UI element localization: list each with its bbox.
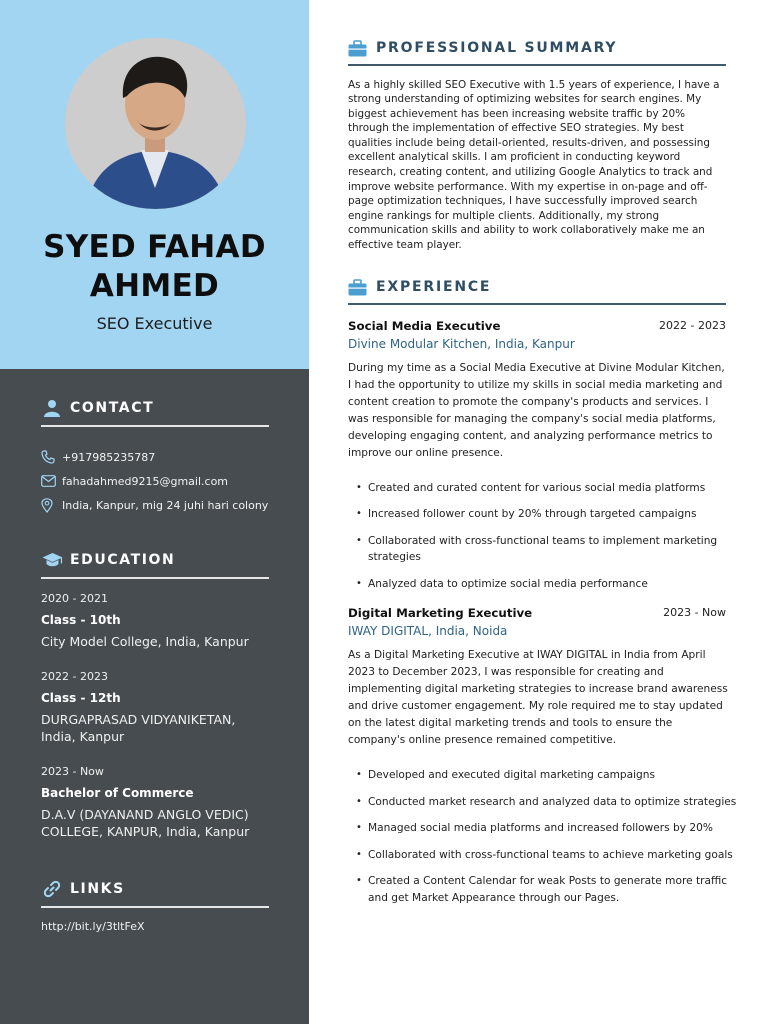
job-years: 2023 - Now — [663, 606, 726, 619]
divider — [348, 303, 726, 305]
profile-role: SEO Executive — [96, 314, 213, 333]
list-item: • Analyzed data to optimize social media performance — [348, 576, 740, 593]
contact-section — [41, 395, 269, 517]
summary-section — [348, 36, 740, 253]
phone-icon — [41, 450, 57, 464]
portfolio-link[interactable]: http://bit.ly/3tltFeX — [41, 920, 145, 933]
education-title: EDUCATION — [70, 552, 176, 568]
briefcase-icon — [348, 277, 368, 297]
experience-section — [348, 275, 740, 916]
education-item — [41, 592, 269, 650]
job-item — [348, 319, 740, 593]
education-item — [41, 670, 269, 745]
job-title: Digital Marketing Executive — [348, 606, 533, 620]
briefcase-icon — [348, 38, 368, 58]
job-company: Divine Modular Kitchen, India, Kanpur — [348, 336, 575, 351]
job-bullets — [348, 480, 740, 593]
contact-email[interactable] — [41, 469, 269, 493]
person-icon — [41, 397, 63, 419]
profile-name: SYED FAHAD AHMED — [43, 229, 266, 304]
education-degree: Class - 10th — [41, 613, 121, 627]
contact-phone[interactable] — [41, 445, 269, 469]
job-bullets — [348, 767, 740, 906]
job-years: 2022 - 2023 — [659, 318, 726, 332]
location-pin-icon — [41, 498, 57, 513]
contact-address — [41, 493, 269, 517]
list-item: • Collaborated with cross-functional teams to implement marketing strategies — [348, 533, 740, 566]
divider — [41, 906, 269, 908]
education-item — [41, 765, 269, 840]
job-description: During my time as a Social Media Executive at Divine Modular Kitchen, I had the opportunity to utilize my skills in social media marketing and content creation to promote the company's products and services. I was responsible for managing the company's social media platforms, developing engaging content, and analyzing performance metrics to improve our online presence. — [348, 361, 725, 459]
education-degree: Class - 12th — [41, 691, 121, 705]
education-degree: Bachelor of Commerce — [41, 786, 194, 800]
mail-icon — [41, 475, 57, 487]
summary-text: As a highly skilled SEO Executive with 1.5 years of experience, I have a strong understanding of optimizing websites for search engines. My biggest achievement has been increasing website traffic by 20% through the implementation of effective SEO strategies. My best qualities include being detail-oriented, results-driven, and possessing excellent analytical skills. I am proficient in conducting keyword research, creating content, and utilizing Google Analytics to track and improve website performance. With my expertise in on-page and off-page optimization techniques, I have successfully improved search engine rankings for multiple clients. Additionally, my strong communication skills and ability to work collaboratively make me an effective team player. — [348, 78, 720, 252]
education-years: 2020 - 2021 — [41, 592, 108, 605]
list-item: • Conducted market research and analyzed data to optimize strategies — [348, 794, 740, 811]
summary-title: PROFESSIONAL SUMMARY — [376, 40, 618, 56]
links-title: LINKS — [70, 881, 125, 897]
list-item: • Created and curated content for various social media platforms — [348, 480, 740, 497]
sidebar — [0, 0, 309, 1024]
list-item: • Collaborated with cross-functional teams to achieve marketing goals — [348, 847, 740, 864]
education-school: D.A.V (DAYANAND ANGLO VEDIC) COLLEGE, KANPUR, India, Kanpur — [41, 807, 250, 839]
experience-title: EXPERIENCE — [376, 279, 492, 295]
education-school: DURGAPRASAD VIDYANIKETAN, India, Kanpur — [41, 712, 236, 744]
profile-photo — [65, 38, 246, 209]
education-school: City Model College, India, Kanpur — [41, 634, 249, 649]
list-item: • Managed social media platforms and increased followers by 20% — [348, 820, 740, 837]
divider — [41, 577, 269, 579]
education-years: 2022 - 2023 — [41, 670, 108, 683]
divider — [41, 425, 269, 427]
education-section — [41, 547, 269, 840]
links-section — [41, 876, 269, 933]
contact-title: CONTACT — [70, 400, 155, 416]
education-years: 2023 - Now — [41, 765, 104, 778]
graduation-cap-icon — [41, 549, 63, 571]
job-item — [348, 606, 740, 906]
phone-text: +917985235787 — [62, 450, 156, 464]
link-icon — [41, 878, 63, 900]
job-title: Social Media Executive — [348, 318, 501, 333]
job-company: IWAY DIGITAL, India, Noida — [348, 624, 508, 638]
job-description: As a Digital Marketing Executive at IWAY DIGITAL in India from April 2023 to December 2023, I was responsible for creating and implementing digital marketing strategies to increase brand awareness and drive customer engagement. My role required me to stay updated on the latest digital marketing trends and tools to ensure the company's online presence remained competitive. — [348, 649, 728, 746]
list-item: • Developed and executed digital marketing campaigns — [348, 767, 740, 784]
list-item: • Created a Content Calendar for weak Posts to generate more traffic and get Market Appearance through our Pages. — [348, 873, 740, 906]
list-item: • Increased follower count by 20% through targeted campaigns — [348, 506, 740, 523]
divider — [348, 64, 726, 66]
email-text: fahadahmed9215@gmail.com — [62, 474, 229, 488]
profile-header — [0, 0, 309, 369]
address-text: India, Kanpur, mig 24 juhi hari colony — [62, 498, 269, 512]
